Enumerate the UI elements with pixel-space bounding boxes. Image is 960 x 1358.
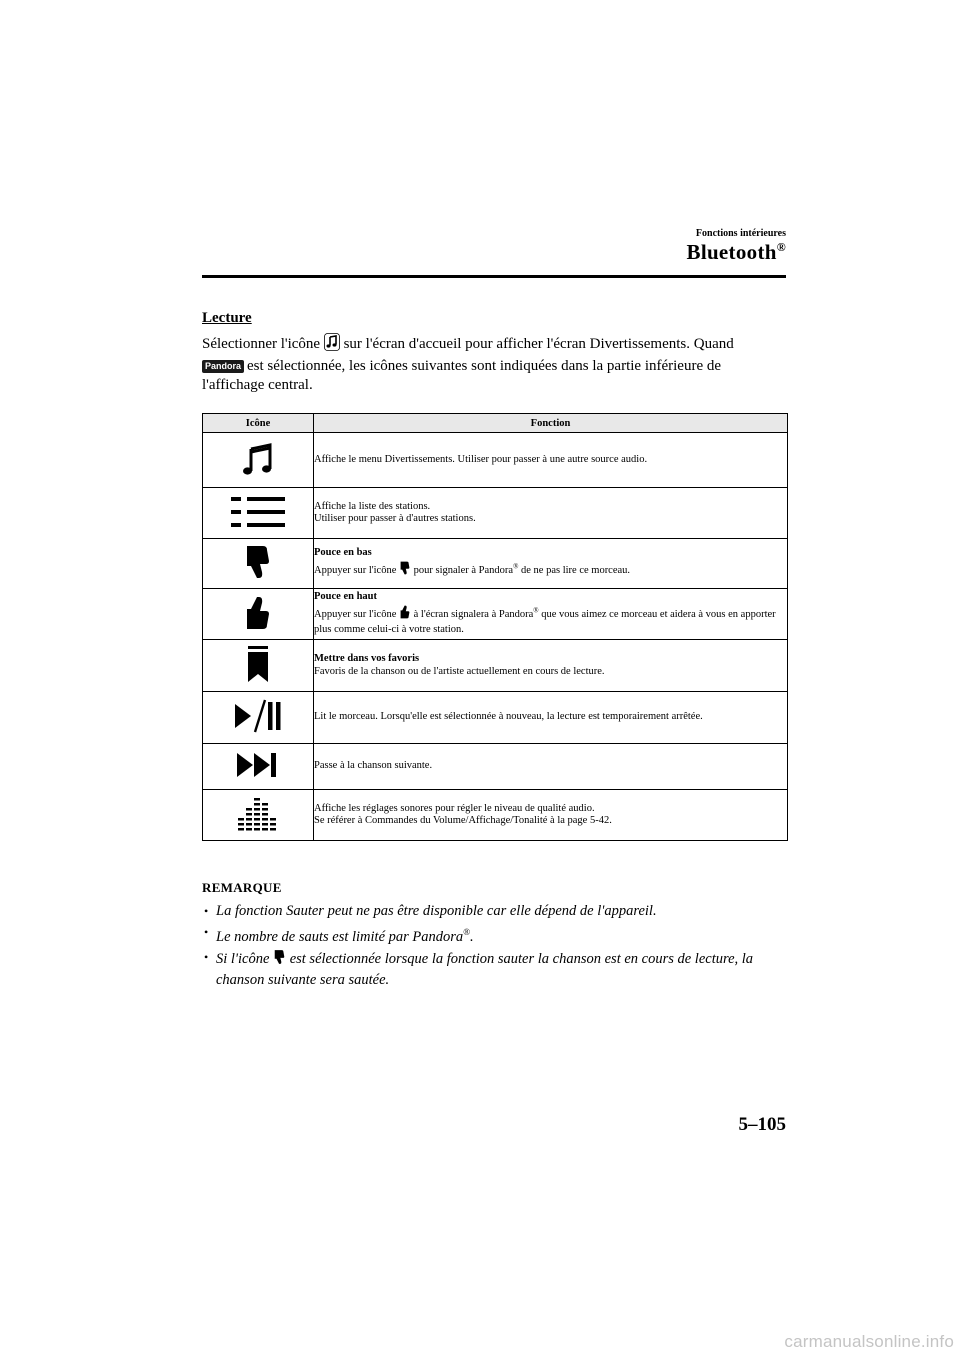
section-heading: Lecture [202,310,252,326]
bullet: • [204,924,209,939]
icon-cell [203,744,314,790]
icon-cell [203,790,314,841]
description-text: Utiliser pour passer à d'autres stations. [314,513,476,524]
music-note-icon [324,333,340,357]
icon-cell [203,433,314,488]
table-row [203,433,788,488]
thumbs-down-icon [273,948,286,972]
thumbs-up-icon [243,623,273,634]
music-note-icon [241,469,275,480]
description-cell [314,744,788,790]
remarque-text: . [470,928,474,945]
description-text: Affiche la liste des stations. [314,500,431,512]
list-item [202,948,792,990]
function-title: Pouce en haut [314,591,377,603]
skip-next-icon [235,772,281,783]
table-row [203,640,788,692]
table-row [203,589,788,640]
bullet: • [204,904,209,918]
registered-mark: ® [533,606,539,615]
list-item [202,923,792,946]
description-cell [314,640,788,692]
table-row [203,692,788,744]
page-title [687,240,786,265]
description-cell [314,433,788,488]
page-title-text: Bluetooth [686,240,777,264]
intro-text-2: sur l'écran d'accueil pour afficher l'écran Divertissements. Quand [343,336,734,352]
description-text: Affiche le menu Divertissements. Utiliser pour passer à une autre source audio. [314,453,648,465]
description-text: Affiche les réglages sonores pour régler le niveau de qualité audio. [314,802,595,814]
bullet: • [204,949,209,964]
description-text: Lit le morceau. Lorsqu'elle est sélectionnée à nouveau, la lecture est temporairement arrêtée. [314,711,703,723]
description-text [314,604,787,637]
table-row [203,488,788,539]
table-row [203,744,788,790]
column-header-function: Fonction [314,414,788,433]
remarque-list [202,902,792,990]
table-row [203,539,788,589]
description-text [314,560,787,581]
table-header-row [203,414,788,433]
icon-cell [203,692,314,744]
page-number: 5–105 [738,1114,786,1135]
icon-function-table [202,413,788,841]
play-pause-icon [233,726,283,737]
thumbs-up-icon [399,604,411,625]
list-item [202,902,792,921]
icon-cell [203,488,314,539]
remarque-section [202,880,792,992]
intro-paragraph [202,333,786,395]
description-cell [314,692,788,744]
description-fragment: que vous aimez ce morceau et aidera à vous en apporter plus comme celui-ci à votre station. [314,608,776,636]
remarque-text: Le nombre de sauts est limité par Pandora [216,928,464,945]
description-cell [314,790,788,841]
thumbs-down-icon [243,572,273,583]
bookmark-icon [246,675,270,686]
description-fragment: Appuyer sur l'icône [314,608,397,620]
registered-mark: ® [463,926,471,937]
table-row [203,790,788,841]
main-content [202,310,786,841]
description-fragment: à l'écran signalera à Pandora [413,608,534,620]
intro-text-3: est sélectionnée, les icônes suivantes sont indiquées dans la partie inférieure de l'affichage central. [202,358,722,393]
description-cell [314,539,788,589]
pandora-badge: Pandora [202,360,244,373]
description-text: Se référer à Commandes du Volume/Affichage/Tonalité à la page 5-42. [314,815,612,826]
function-title: Pouce en bas [314,547,372,558]
registered-mark: ® [513,562,519,570]
icon-cell [203,640,314,692]
remarque-text: La fonction Sauter peut ne pas être disponible car elle dépend de l'appareil. [216,903,657,919]
description-fragment: de ne pas lire ce morceau. [518,564,631,576]
intro-text-1: Sélectionner l'icône [202,336,321,352]
description-fragment: Appuyer sur l'icône [314,564,397,576]
icon-cell [203,539,314,589]
function-title: Mettre dans vos favoris [314,653,420,664]
equalizer-icon [236,823,280,834]
description-cell [314,488,788,539]
description-text: Favoris de la chanson ou de l'artiste actuellement en cours de lecture. [314,665,605,677]
watermark: carmanualsonline.info [784,1332,954,1351]
remarque-text: est sélectionnée lorsque la fonction sauter la chanson est en cours de lecture, la chanson suivante sera sautée. [216,950,754,989]
header-divider [202,275,786,278]
description-fragment: pour signaler à Pandora [413,564,514,576]
column-header-icon: Icône [203,414,314,433]
description-text: Passe à la chanson suivante. [314,760,433,772]
section-title: Fonctions intérieures [695,228,786,239]
icon-cell [203,589,314,640]
thumbs-down-icon [399,560,411,581]
registered-mark: ® [776,240,786,254]
remarque-title: REMARQUE [202,880,282,895]
list-icon [229,521,287,532]
remarque-text: Si l'icône [216,950,270,967]
description-cell [314,589,788,640]
